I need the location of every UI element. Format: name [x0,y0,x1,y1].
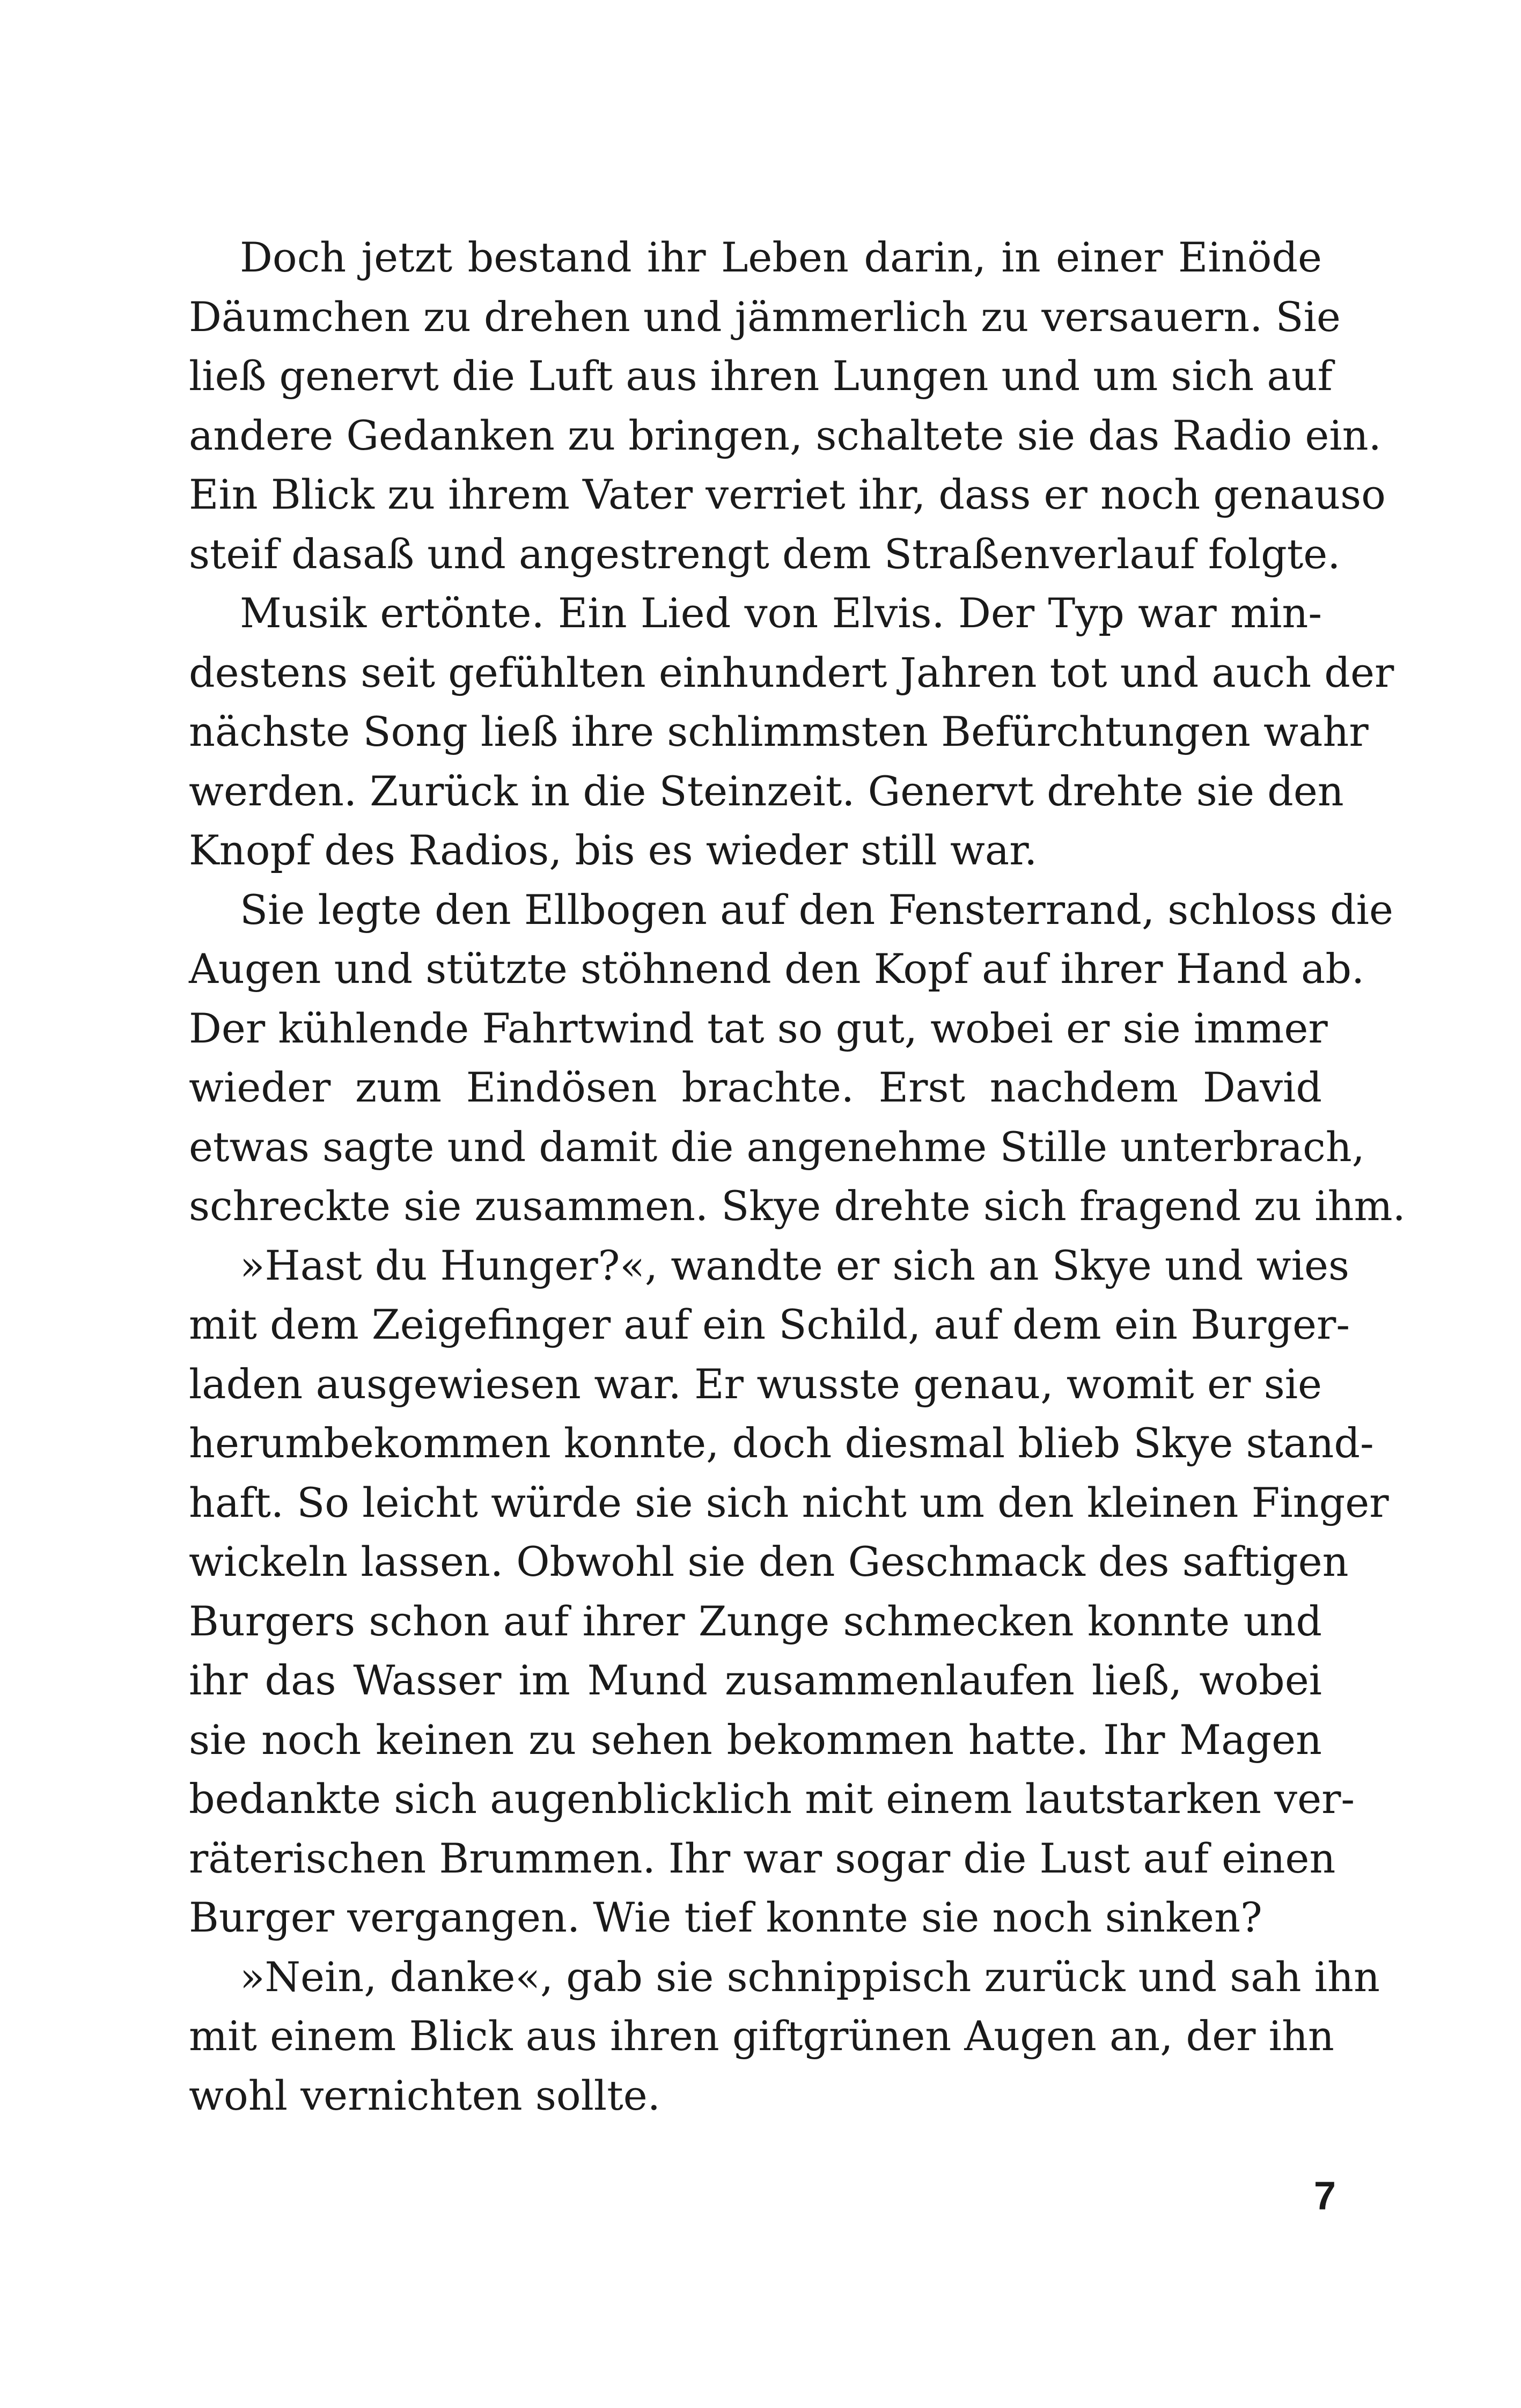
text-line: Däumchen zu drehen und jämmerlich zu versauern. Sie [189,292,1341,341]
text-line: Burgers schon auf ihrer Zunge schmecken konnte und [189,1597,1322,1645]
text-line: Augen und stützte stöhnend den Kopf auf ihrer Hand ab. [189,945,1365,993]
text-line: Doch jetzt bestand ihr Leben darin, in einer Einöde [240,233,1322,281]
text-line: Der kühlende Fahrtwind tat so gut, wobei er sie immer [189,1004,1328,1052]
text-line: »Nein, danke«, gab sie schnippisch zurück und sah ihn [240,1952,1380,2001]
paragraph [189,1236,1389,1948]
text-line: Musik ertönte. Ein Lied von Elvis. Der Typ war min- [240,589,1322,637]
text-line: Knopf des Radios, bis es wieder still war. [189,826,1038,874]
paragraph [189,1948,1380,2126]
paragraph [189,880,1406,1236]
paragraph [189,228,1386,584]
text-line: andere Gedanken zu bringen, schaltete sie das Radio ein. [189,411,1382,459]
text-line: ließ genervt die Luft aus ihren Lungen und um sich auf [189,352,1333,400]
text-line: wohl vernichten sollte. [189,2071,660,2119]
text-line: etwas sagte und damit die angenehme Stille unterbrach, [189,1122,1365,1171]
text-line: mit dem Zeigefinger auf ein Schild, auf dem ein Burger- [189,1301,1350,1348]
text-line: schreckte sie zusammen. Skye drehte sich fragend zu ihm. [189,1182,1406,1230]
text-line: Sie legte den Ellbogen auf den Fensterrand, schloss die [240,885,1393,934]
text-line: räterischen Brummen. Ihr war sogar die Lust auf einen [189,1834,1336,1882]
text-line: nächste Song ließ ihre schlimmsten Befürchtungen wahr [189,708,1369,755]
page-number: 7 [1313,2174,1336,2218]
text-line: Burger vergangen. Wie tief konnte sie noch sinken? [189,1893,1262,1941]
text-line: werden. Zurück in die Steinzeit. Genervt drehte sie den [189,767,1344,815]
text-line: bedankte sich augenblicklich mit einem lautstarken ver- [189,1775,1355,1823]
text-line: wickeln lassen. Obwohl sie den Geschmack des saftigen [189,1538,1349,1585]
text-line: haft. So leicht würde sie sich nicht um den kleinen Finger [189,1478,1389,1526]
text-line: Ein Blick zu ihrem Vater verriet ihr, dass er noch genauso [189,471,1386,518]
text-line: sie noch keinen zu sehen bekommen hatte. Ihr Magen [189,1715,1322,1764]
text-line: mit einem Blick aus ihren giftgrünen Augen an, der ihn [189,2012,1334,2060]
text-line: laden ausgewiesen war. Er wusste genau, womit er sie [189,1360,1322,1408]
text-line: wieder zum Eindösen brachte. Erst nachdem David [189,1063,1322,1111]
paragraph [189,584,1394,880]
text-line: destens seit gefühlten einhundert Jahren tot und auch der [189,648,1394,696]
text-line: steif dasaß und angestrengt dem Straßenverlauf folgte. [189,530,1341,578]
text-line: ihr das Wasser im Mund zusammenlaufen ließ, wobei [189,1656,1322,1704]
text-line: »Hast du Hunger?«, wandte er sich an Skye und wies [240,1241,1349,1289]
body-text [189,228,1406,2125]
text-line: herumbekommen konnte, doch diesmal blieb Skye stand- [189,1419,1374,1467]
